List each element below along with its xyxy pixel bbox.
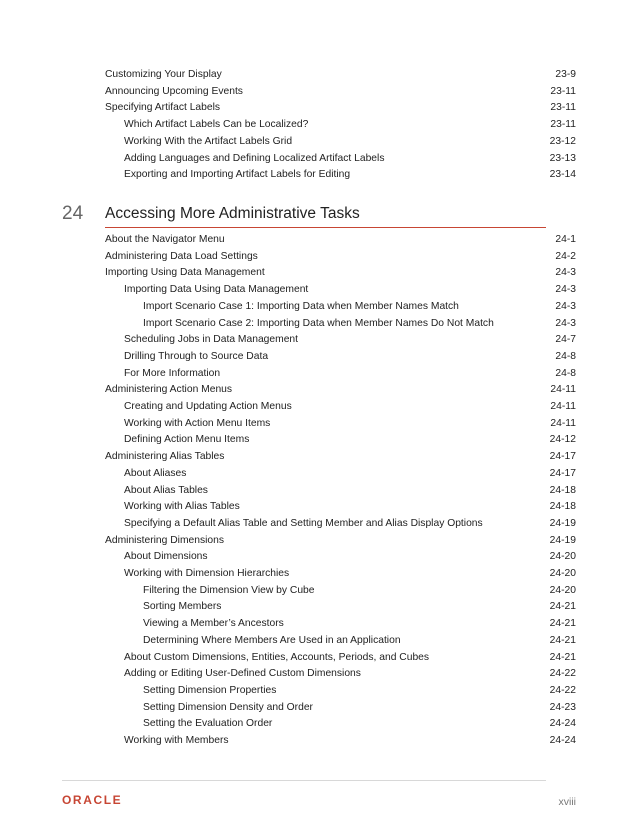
- toc-entry-title[interactable]: Import Scenario Case 1: Importing Data when Member Names Match: [143, 300, 459, 312]
- toc-entry-title[interactable]: Setting Dimension Properties: [143, 684, 277, 696]
- toc-entry[interactable]: [0, 134, 638, 150]
- toc-entry-title[interactable]: Which Artifact Labels Can be Localized?: [124, 119, 309, 131]
- toc-entry-title[interactable]: About Dimensions: [124, 551, 208, 563]
- toc-entry[interactable]: [0, 282, 638, 298]
- toc-entry-page[interactable]: 24-24: [549, 735, 576, 746]
- toc-entry[interactable]: [0, 499, 638, 515]
- toc-entry-page[interactable]: 24-18: [549, 484, 576, 496]
- toc-entry-title[interactable]: Adding or Editing User-Defined Custom Dimensions: [124, 668, 361, 680]
- toc-entry[interactable]: [0, 332, 638, 348]
- toc-entry-page[interactable]: 24-11: [550, 384, 576, 396]
- toc-entry-page[interactable]: 24-19: [549, 517, 576, 529]
- toc-entry[interactable]: [0, 583, 638, 599]
- toc-entry-title[interactable]: Administering Alias Tables: [105, 451, 225, 463]
- toc-entry[interactable]: [0, 650, 638, 666]
- toc-entry-title[interactable]: Customizing Your Display: [105, 69, 222, 80]
- toc-entry-page[interactable]: 24-3: [555, 317, 576, 329]
- toc-entry[interactable]: [0, 616, 638, 632]
- toc-entry-page[interactable]: 24-17: [549, 467, 576, 479]
- toc-entry-title[interactable]: Importing Using Data Management: [105, 267, 265, 279]
- toc-entry-page[interactable]: 24-8: [555, 367, 576, 379]
- toc-entry-page[interactable]: 24-11: [550, 417, 576, 429]
- toc-entry[interactable]: [0, 683, 638, 699]
- toc-entry[interactable]: [0, 167, 638, 183]
- toc-entry-page[interactable]: 24-3: [555, 267, 576, 279]
- toc-entry-page[interactable]: 24-22: [549, 684, 576, 696]
- toc-entry-page[interactable]: 24-21: [549, 601, 576, 613]
- toc-entry[interactable]: [0, 733, 638, 749]
- toc-entry-page[interactable]: 23-9: [555, 69, 576, 80]
- toc-entry[interactable]: [0, 432, 638, 448]
- toc-entry-page[interactable]: 24-12: [549, 434, 576, 446]
- toc-entry-title[interactable]: Specifying Artifact Labels: [105, 102, 221, 114]
- toc-entry-title[interactable]: Viewing a Member’s Ancestors: [143, 618, 284, 630]
- toc-entry[interactable]: [0, 599, 638, 615]
- toc-entry[interactable]: [0, 466, 638, 482]
- toc-entry[interactable]: [0, 265, 638, 281]
- toc-entry[interactable]: [0, 232, 638, 248]
- toc-entry-title[interactable]: Specifying a Default Alias Table and Setting Member and Alias Display Options: [124, 517, 483, 529]
- toc-entry-title[interactable]: Working with Alias Tables: [124, 501, 240, 513]
- toc-entry-page[interactable]: 24-22: [549, 668, 576, 680]
- toc-entry[interactable]: [0, 533, 638, 549]
- toc-entry-page[interactable]: 23-11: [550, 85, 576, 97]
- toc-entry-page[interactable]: 24-21: [549, 618, 576, 630]
- toc-entry-title[interactable]: Working with Dimension Hierarchies: [124, 568, 290, 579]
- toc-entry-title[interactable]: About Custom Dimensions, Entities, Accounts, Periods, and Cubes: [124, 651, 430, 663]
- toc-entry[interactable]: [0, 666, 638, 682]
- toc-entry-page[interactable]: 24-20: [549, 551, 576, 563]
- toc-entry-title[interactable]: Filtering the Dimension View by Cube: [143, 584, 315, 596]
- toc-entry-page[interactable]: 23-11: [550, 102, 576, 114]
- toc-entry-title[interactable]: Administering Dimensions: [105, 534, 225, 546]
- toc-entry-page[interactable]: 24-17: [549, 451, 576, 463]
- toc-entry[interactable]: [0, 67, 638, 83]
- toc-entry-page[interactable]: 24-20: [549, 584, 576, 596]
- toc-entry-page[interactable]: 24-21: [549, 651, 576, 663]
- toc-entry[interactable]: [0, 566, 638, 582]
- toc-entry-page[interactable]: 24-23: [549, 701, 576, 713]
- page-number: xviii: [558, 796, 576, 808]
- toc-entry-page[interactable]: 24-2: [555, 250, 576, 262]
- toc-entry-title[interactable]: For More Information: [124, 367, 221, 379]
- toc-entry-page[interactable]: 24-21: [549, 634, 576, 646]
- toc-entry-title[interactable]: About the Navigator Menu: [105, 234, 225, 245]
- toc-entry[interactable]: [0, 349, 638, 365]
- toc-entry-title[interactable]: Drilling Through to Source Data: [124, 350, 269, 362]
- toc-entry[interactable]: [0, 716, 638, 732]
- toc-entry-title[interactable]: Administering Action Menus: [105, 384, 233, 396]
- toc-entry-page[interactable]: 24-8: [555, 350, 576, 362]
- toc-entry-title[interactable]: Scheduling Jobs in Data Management: [124, 334, 299, 346]
- toc-entry[interactable]: [0, 449, 638, 465]
- toc-entry-title[interactable]: About Alias Tables: [124, 484, 208, 496]
- toc-entry-page[interactable]: 24-3: [555, 284, 576, 296]
- toc-entry[interactable]: [0, 399, 638, 415]
- toc-entry[interactable]: [0, 366, 638, 382]
- chapter-number: 24: [62, 203, 84, 224]
- toc-entry-title[interactable]: Working With the Artifact Labels Grid: [124, 135, 293, 147]
- toc-entry-title[interactable]: Creating and Updating Action Menus: [124, 401, 292, 412]
- toc-entry-title[interactable]: Setting the Evaluation Order: [143, 718, 273, 730]
- toc-entry-page[interactable]: 24-19: [549, 534, 576, 546]
- toc-entry-page[interactable]: 24-11: [550, 401, 576, 412]
- chapter-title[interactable]: Accessing More Administrative Tasks: [105, 205, 360, 222]
- toc-entry-title[interactable]: Working with Members: [124, 735, 229, 746]
- toc-entry[interactable]: [0, 416, 638, 432]
- toc-entry[interactable]: [0, 382, 638, 398]
- toc-entry-page[interactable]: 24-20: [549, 568, 576, 579]
- toc-entry-title[interactable]: Determining Where Members Are Used in an Application: [143, 634, 401, 646]
- toc-entry-title[interactable]: Announcing Upcoming Events: [105, 85, 243, 97]
- footer-divider: [62, 780, 546, 781]
- toc-entry-page[interactable]: 23-11: [550, 119, 576, 131]
- toc-entry-page[interactable]: 23-14: [549, 169, 576, 181]
- toc-entry[interactable]: [0, 151, 638, 167]
- toc-entry[interactable]: [0, 249, 638, 265]
- toc-entry[interactable]: [0, 100, 638, 116]
- toc-entry[interactable]: [0, 117, 638, 133]
- toc-entry-page[interactable]: 24-1: [555, 234, 576, 245]
- toc-entry[interactable]: [0, 549, 638, 565]
- toc-entry-title[interactable]: Administering Data Load Settings: [105, 250, 258, 262]
- toc-entry[interactable]: [0, 316, 638, 332]
- toc-entry-title[interactable]: Setting Dimension Density and Order: [143, 701, 313, 713]
- toc-entry-page[interactable]: 23-13: [549, 152, 576, 164]
- toc-entry-page[interactable]: 24-7: [555, 334, 576, 346]
- toc-entry-title[interactable]: Adding Languages and Defining Localized Artifact Labels: [124, 152, 385, 164]
- toc-entry-title[interactable]: Importing Data Using Data Management: [124, 284, 309, 296]
- toc-entry[interactable]: [0, 299, 638, 315]
- toc-entry-title[interactable]: Working with Action Menu Items: [124, 417, 271, 429]
- oracle-logo: ORACLE: [62, 793, 123, 807]
- toc-entry-title[interactable]: Exporting and Importing Artifact Labels for Editing: [124, 169, 351, 181]
- toc-entry[interactable]: [0, 633, 638, 649]
- toc-entry-page[interactable]: 23-12: [549, 135, 576, 147]
- toc-entry[interactable]: [0, 700, 638, 716]
- toc-entry-page[interactable]: 24-3: [555, 300, 576, 312]
- toc-entry-title[interactable]: About Aliases: [124, 467, 187, 479]
- toc-entry-title[interactable]: Sorting Members: [143, 601, 222, 613]
- toc-entry[interactable]: [0, 516, 638, 532]
- toc-entry[interactable]: [0, 483, 638, 499]
- chapter-divider: [105, 227, 546, 228]
- toc-entry[interactable]: [0, 84, 638, 100]
- toc-entry-page[interactable]: 24-18: [549, 501, 576, 513]
- toc-entry-page[interactable]: 24-24: [549, 718, 576, 730]
- toc-entry-title[interactable]: Import Scenario Case 2: Importing Data when Member Names Do Not Match: [143, 317, 494, 329]
- toc-entry-title[interactable]: Defining Action Menu Items: [124, 434, 250, 446]
